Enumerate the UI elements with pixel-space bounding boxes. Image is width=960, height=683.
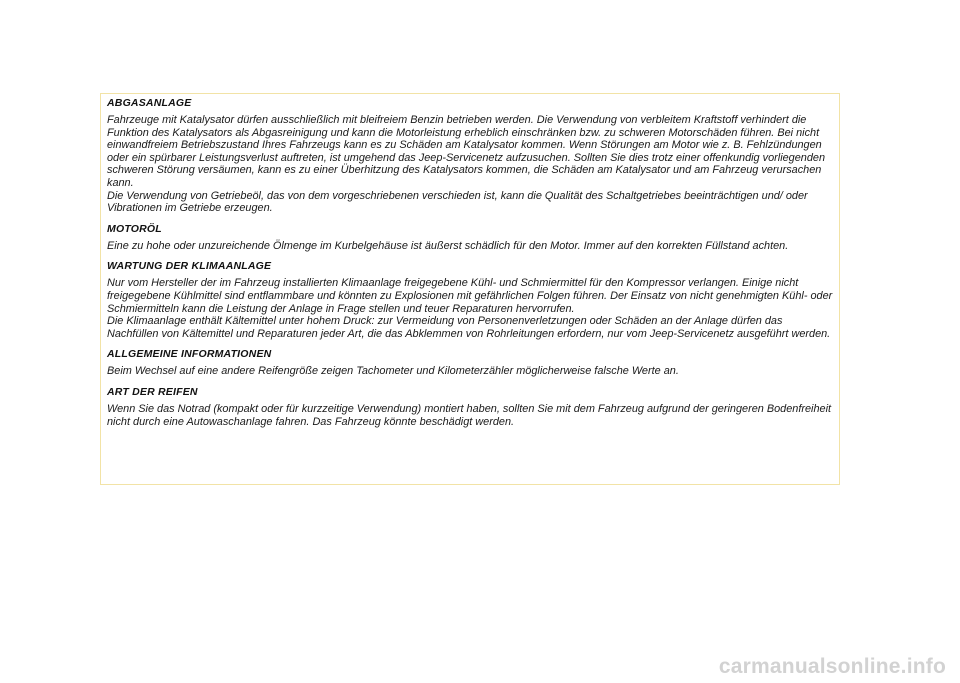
section-title: MOTORÖL	[107, 222, 162, 235]
warning-box	[100, 93, 840, 485]
section-allgemeine-informationen	[107, 348, 833, 378]
section-title: WARTUNG DER KLIMAANLAGE	[107, 260, 272, 273]
section-paragraph: Beim Wechsel auf eine andere Reifengröße zeigen Tachometer und Kilometerzähler möglicherweise falsche Werte an.	[107, 365, 679, 378]
section-title: ABGASANLAGE	[107, 97, 192, 109]
watermark-logo: carmanualsonline.info	[718, 655, 946, 678]
section-title: ART DER REIFEN	[107, 385, 198, 398]
section-motoroel	[107, 223, 833, 253]
section-wartung-klimaanlage	[107, 260, 833, 340]
section-abgasanlage	[107, 97, 833, 215]
section-paragraph: Nur vom Hersteller der im Fahrzeug installierten Klimaanlage freigegebene Kühl- und Schmiermittel für den Kompressor verlangen. Einige nicht freigegebene Kühlmittel sind entflammbare und könnten zu Explosionen mit gefährlichen Folgen führen. Der Einsatz von nicht genehmigten Kühl- oder Schmiermitteln kann die Leistung der Anlage in Frage stellen und teuer Reparaturen hervorrufen.	[107, 277, 833, 315]
section-title: ALLGEMEINE INFORMATIONEN	[107, 348, 272, 361]
section-art-der-reifen	[107, 386, 833, 428]
section-paragraph: Die Klimaanlage enthält Kältemittel unter hohem Druck: zur Vermeidung von Personenverletzungen oder Schäden an der Anlage dürfen das Nachfüllen von Kältemittel und Reparaturen jeder Art, die das Abklemmen von Rohrleitungen erfordern, nur vom Jeep-Servicenetz ausgeführt werden.	[107, 315, 831, 340]
section-paragraph: Wenn Sie das Notrad (kompakt oder für kurzzeitige Verwendung) montiert haben, sollten Sie mit dem Fahrzeug aufgrund der geringeren Bodenfreiheit nicht durch eine Autowaschanlage fahren. Das Fahrzeug könnte beschädigt werden.	[107, 402, 832, 428]
section-paragraph: Die Verwendung von Getriebeöl, das von dem vorgeschriebenen verschieden ist, kann die Qualität des Schaltgetriebes beeinträchtigen und/ oder Vibrationen im Getriebe erzeugen.	[107, 189, 808, 215]
section-paragraph: Eine zu hohe oder unzureichende Ölmenge im Kurbelgehäuse ist äußerst schädlich für den Motor. Immer auf den korrekten Füllstand achten.	[107, 239, 789, 252]
section-paragraph: Fahrzeuge mit Katalysator dürfen ausschließlich mit bleifreiem Benzin betrieben werden. Die Verwendung von verbleitem Kraftstoff verhindert die Funktion des Katalysators als Abgasreinigung und kann die Motorleistung erheblich einschränken bzw. zu schweren Motorschäden führen. Bei nicht einwandfreiem Betriebszustand Ihres Fahrzeugs kann es zu Schäden am Katalysator kommen. Wenn Störungen am Motor wie z. B. Fehlzündungen oder ein spürbarer Leistungsverlust auftreten, ist umgehend das Jeep-Servicenetz aufzusuchen. Sollten Sie dies trotz einer offenkundig vorliegenden schweren Störung versäumen, kann es zu einer Überhitzung des Katalysators kommen, die Schäden am Katalysator und am Fahrzeug verursachen kann.	[107, 114, 826, 189]
